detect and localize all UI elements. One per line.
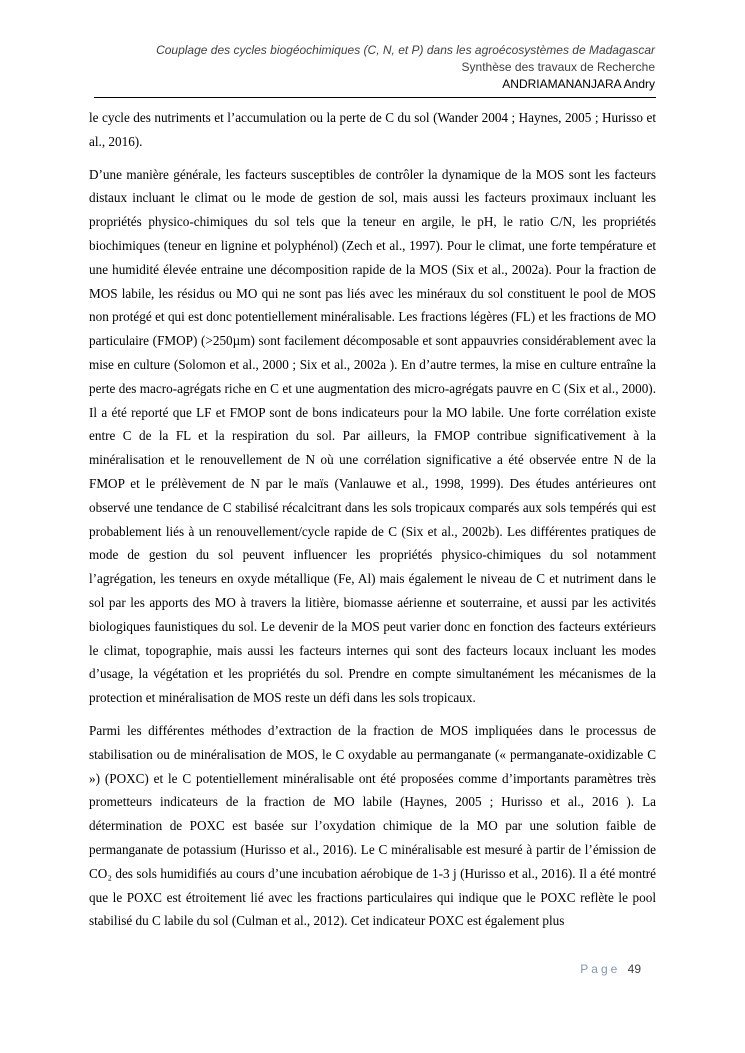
body-text xyxy=(89,106,656,942)
page-label: Page xyxy=(580,962,621,976)
header-subtitle: Synthèse des travaux de Recherche xyxy=(461,60,655,74)
page-header xyxy=(156,42,655,93)
page-footer xyxy=(580,962,641,976)
page-number: 49 xyxy=(627,962,641,976)
paragraph: D’une manière générale, les facteurs susceptibles de contrôler la dynamique de la MOS sont les facteurs distaux incluant le climat ou le mode de gestion de sol, mais aussi les facteurs proximaux incluant les propriétés physico-chimiques du sol tels que la teneur en argile, le pH, le ratio C/N, les propriétés biochimiques (teneur en lignine et polyphénol) (Zech et al., 1997). Pour le climat, une forte température et une humidité élevée entraine une décomposition rapide de la MOS (Six et al., 2002a). Pour la fraction de MOS labile, les résidus ou MO qui ne sont pas liés avec les minéraux du sol constituent le pool de MOS non protégé et qui est donc potentiellement minéralisable. Les fractions légères (FL) et les fractions de MO particulaire (FMOP) (>250µm) sont facilement décomposable et sont appauvries considérablement avec la mise en culture (Solomon et al., 2000 ; Six et al., 2002a ). En d’autre termes, la mise en culture entraîne la perte des macro-agrégats riche en C et une augmentation des micro-agrégats pauvre en C (Six et al., 2000). Il a été reporté que LF et FMOP sont de bons indicateurs pour la MO labile. Une forte corrélation existe entre C de la FL et la respiration du sol. Par ailleurs, la FMOP contribue significativement à la minéralisation et le renouvellement de N où une corrélation significative a été observée entre N de la FMOP et le prélèvement de N par le maïs (Vanlauwe et al., 1998, 1999). Des études antérieures ont observé une tendance de C stabilisé récalcitrant dans les sols tropicaux comparés aux sols tempérés qui est probablement liés à un renouvellement/cycle rapide de C (Six et al., 2002b). Les différentes pratiques de mode de gestion du sol peuvent influencer les propriétés physico-chimiques du sol notamment l’agrégation, les teneurs en oxyde métallique (Fe, Al) mais également le niveau de C et nutriment dans le sol par les apports des MO à travers la litière, biomasse aérienne et souterraine, et aussi par les activités biologiques faunistiques du sol. Le devenir de la MOS peut varier donc en fonction des facteurs extérieurs le climat, topographie, mais aussi les facteurs internes qui sont des facteurs locaux incluant les modes d’usage, la végétation et les propriétés du sol. Prendre en compte simultanément les mécanismes de la protection et minéralisation de MOS reste un défi dans les sols tropicaux. xyxy=(89,166,656,706)
header-divider xyxy=(94,97,656,98)
header-title: Couplage des cycles biogéochimiques (C, N, et P) dans les agroécosystèmes de Madagascar xyxy=(156,43,655,57)
paragraph: Parmi les différentes méthodes d’extraction de la fraction de MOS impliquées dans le processus de stabilisation ou de minéralisation de MOS, le C oxydable au permanganate (« permanganate-oxidizable C ») (POXC) et le C potentiellement minéralisable ont été proposées comme d’importants paramètres très prometteurs indicateurs de la fraction de MO labile (Haynes, 2005 ; Hurisso et al., 2016 ). La détermination de POXC est basée sur l’oxydation chimique de la MO par une solution faible de permanganate de potassium (Hurisso et al., 2016). Le C minéralisable est mesuré à partir de l’émission de CO₂ des sols humidifiés au cours d’une incubation aérobique de 1-3 j (Hurisso et al., 2016). Il a été montré que le POXC est étroitement lié avec les fractions particulaires qui indique que le POXC reflète le pool stabilisé du C labile du sol (Culman et al., 2012). Cet indicateur POXC est également plus xyxy=(89,722,656,929)
header-author: ANDRIAMANANJARA Andry xyxy=(502,77,655,91)
paragraph: le cycle des nutriments et l’accumulation ou la perte de C du sol (Wander 2004 ; Haynes, 2005 ; Hurisso et al., 2016). xyxy=(89,110,656,149)
